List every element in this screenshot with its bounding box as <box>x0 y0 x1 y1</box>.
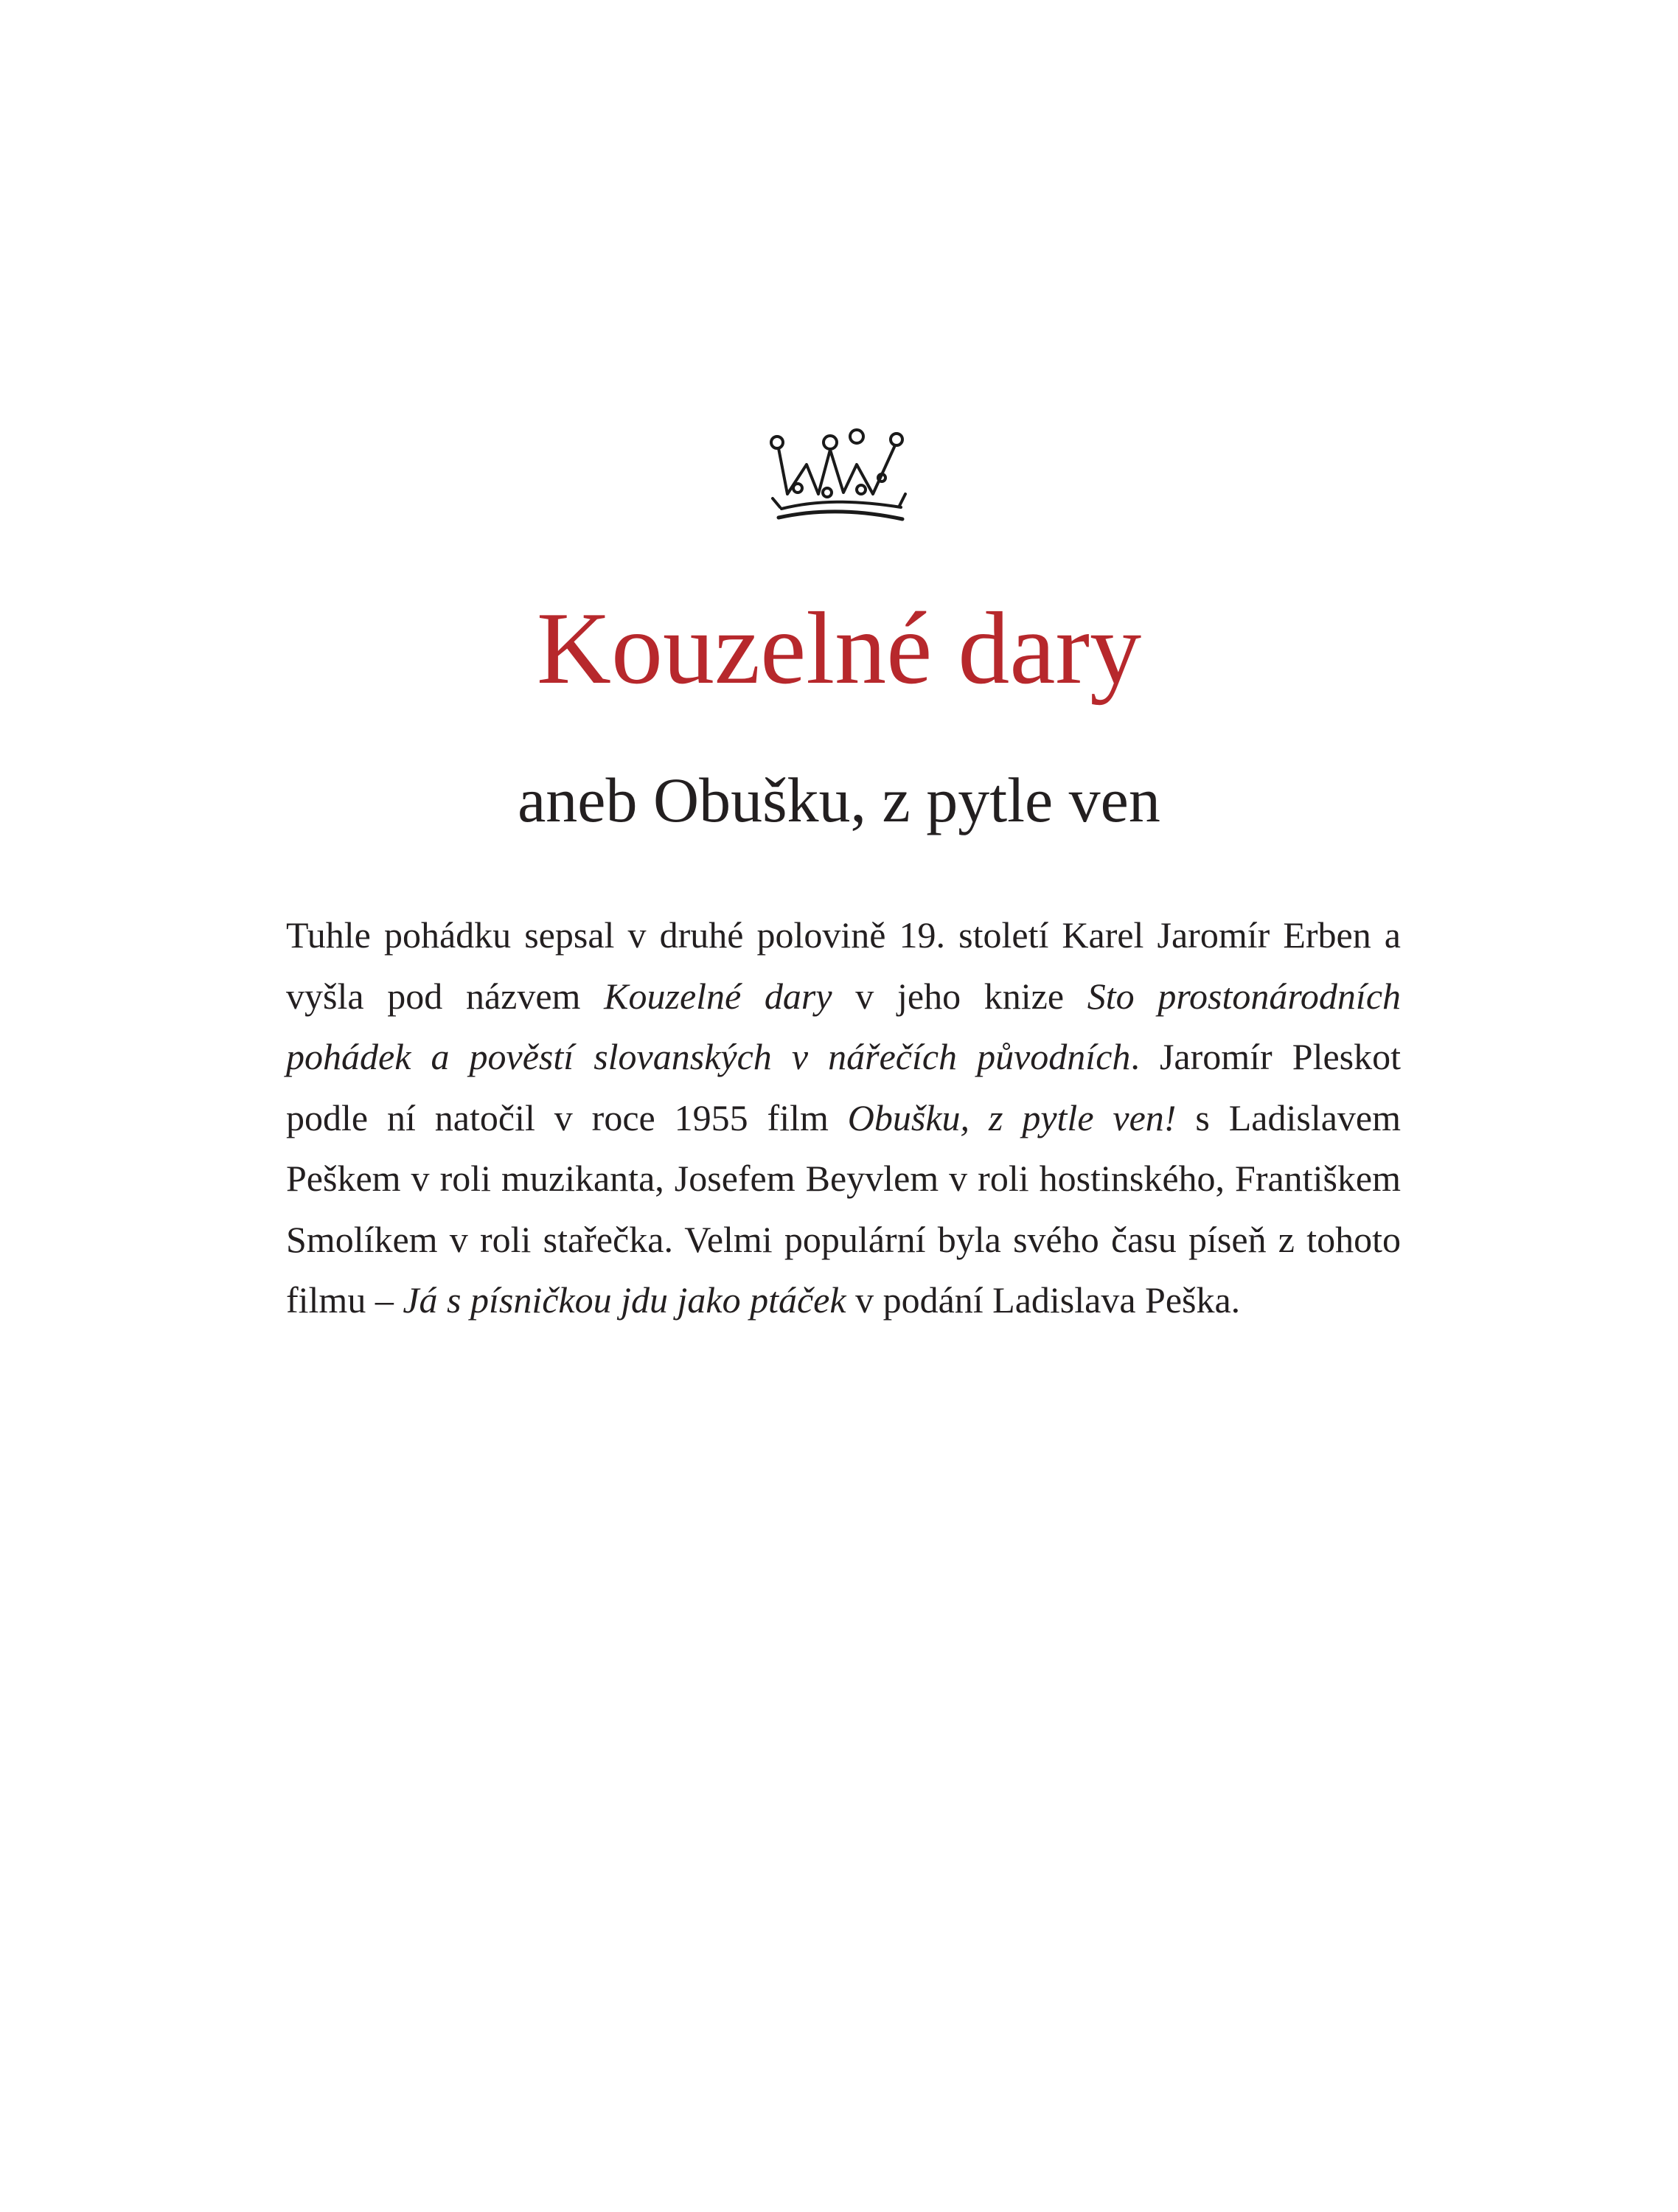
page-title: Kouzelné dary <box>536 591 1142 706</box>
body-text-segment: s Ladislavem Peškem v roli muzikanta, Josefem Beyvlem v roli hostinského, Františkem Smolíkem v roli stařečka. Velmi populární byla svého času píseň z tohoto filmu – <box>286 1096 1402 1321</box>
italic-book-title: Kouzelné dary <box>604 975 832 1017</box>
italic-film-title: Obušku, z pytle ven! <box>847 1096 1177 1138</box>
italic-book-collection-title: Sto prostonárodních pohádek a pověstí slovanských v nářečích původních <box>286 975 1402 1077</box>
body-text-segment: v podání Ladislava Peška. <box>846 1279 1241 1321</box>
body-text-segment: v jeho knize <box>832 975 1087 1017</box>
body-text-segment: Tuhle pohádku sepsal v druhé polovině 19. století Karel Jaromír Erben a vyšla pod názvem <box>286 914 1401 1017</box>
page-subtitle: aneb Obušku, z pytle ven <box>518 765 1160 835</box>
crown-icon <box>765 426 913 529</box>
body-text-segment: . Jaromír Pleskot podle ní natočil v roce 1955 film <box>286 1036 1401 1138</box>
body-paragraph <box>286 905 1401 1331</box>
italic-song-title: Já s písničkou jdu jako ptáček <box>403 1279 846 1321</box>
